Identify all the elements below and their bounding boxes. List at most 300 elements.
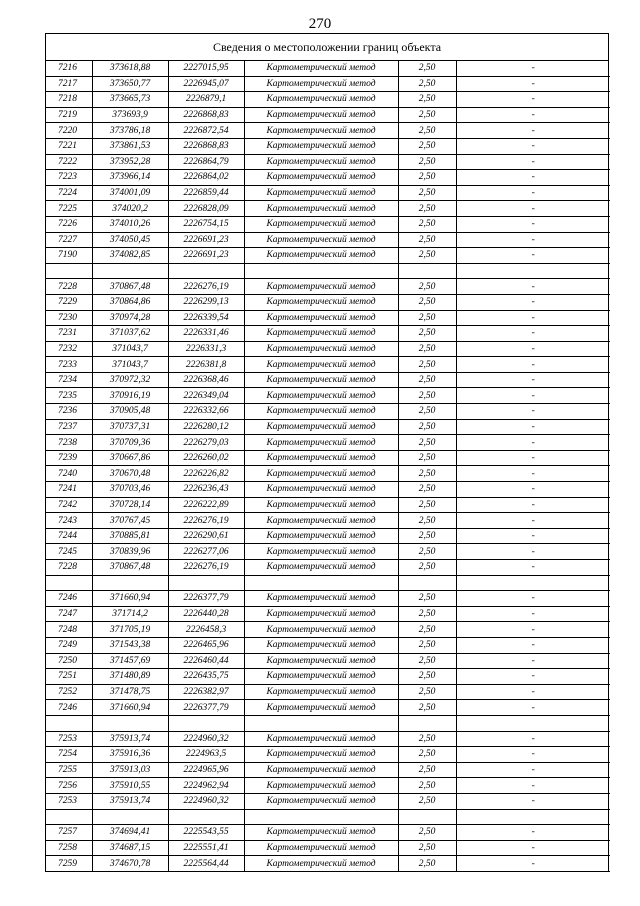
x-coordinate-cell: 374010,26 bbox=[92, 216, 168, 232]
point-number-cell: 7232 bbox=[46, 341, 92, 357]
accuracy-cell: 2,50 bbox=[398, 653, 456, 669]
dash-cell: - bbox=[456, 279, 610, 295]
y-coordinate-cell: 2226331,3 bbox=[168, 341, 244, 357]
method-cell: Картометрический метод bbox=[244, 76, 398, 92]
accuracy-cell: 2,50 bbox=[398, 669, 456, 685]
dash-cell: - bbox=[456, 154, 610, 170]
accuracy-cell: 2,50 bbox=[398, 778, 456, 794]
y-coordinate-cell: 2226691,23 bbox=[168, 248, 244, 264]
dash-cell: - bbox=[456, 622, 610, 638]
dash-cell: - bbox=[456, 544, 610, 560]
empty-cell bbox=[456, 575, 610, 591]
accuracy-cell: 2,50 bbox=[398, 123, 456, 139]
x-coordinate-cell: 370972,32 bbox=[92, 372, 168, 388]
point-number-cell: 7221 bbox=[46, 138, 92, 154]
table-row bbox=[46, 482, 610, 498]
accuracy-cell: 2,50 bbox=[398, 622, 456, 638]
accuracy-cell: 2,50 bbox=[398, 700, 456, 716]
method-cell: Картометрический метод bbox=[244, 154, 398, 170]
accuracy-cell: 2,50 bbox=[398, 466, 456, 482]
table-row bbox=[46, 138, 610, 154]
dash-cell: - bbox=[456, 482, 610, 498]
accuracy-cell: 2,50 bbox=[398, 232, 456, 248]
method-cell: Картометрический метод bbox=[244, 653, 398, 669]
table-row bbox=[46, 856, 610, 872]
accuracy-cell: 2,50 bbox=[398, 762, 456, 778]
dash-cell: - bbox=[456, 435, 610, 451]
dash-cell: - bbox=[456, 497, 610, 513]
y-coordinate-cell: 2227015,95 bbox=[168, 61, 244, 76]
method-cell: Картометрический метод bbox=[244, 762, 398, 778]
dash-cell: - bbox=[456, 653, 610, 669]
dash-cell: - bbox=[456, 248, 610, 264]
y-coordinate-cell: 2224962,94 bbox=[168, 778, 244, 794]
accuracy-cell: 2,50 bbox=[398, 560, 456, 576]
table-row bbox=[46, 123, 610, 139]
x-coordinate-cell: 371480,89 bbox=[92, 669, 168, 685]
table-row bbox=[46, 778, 610, 794]
y-coordinate-cell: 2224960,32 bbox=[168, 793, 244, 809]
y-coordinate-cell: 2226276,19 bbox=[168, 513, 244, 529]
group-separator-row bbox=[46, 263, 610, 279]
dash-cell: - bbox=[456, 232, 610, 248]
point-number-cell: 7254 bbox=[46, 747, 92, 763]
table-row bbox=[46, 388, 610, 404]
point-number-cell: 7239 bbox=[46, 450, 92, 466]
y-coordinate-cell: 2226828,09 bbox=[168, 201, 244, 217]
table-row bbox=[46, 232, 610, 248]
point-number-cell: 7256 bbox=[46, 778, 92, 794]
point-number-cell: 7252 bbox=[46, 684, 92, 700]
y-coordinate-cell: 2226868,83 bbox=[168, 107, 244, 123]
accuracy-cell: 2,50 bbox=[398, 528, 456, 544]
x-coordinate-cell: 373693,9 bbox=[92, 107, 168, 123]
table-row bbox=[46, 606, 610, 622]
method-cell: Картометрический метод bbox=[244, 778, 398, 794]
dash-cell: - bbox=[456, 700, 610, 716]
method-cell: Картометрический метод bbox=[244, 622, 398, 638]
y-coordinate-cell: 2226859,44 bbox=[168, 185, 244, 201]
table-row bbox=[46, 294, 610, 310]
x-coordinate-cell: 370885,81 bbox=[92, 528, 168, 544]
x-coordinate-cell: 373618,88 bbox=[92, 61, 168, 76]
point-number-cell: 7253 bbox=[46, 793, 92, 809]
table-row bbox=[46, 825, 610, 841]
method-cell: Картометрический метод bbox=[244, 793, 398, 809]
y-coordinate-cell: 2226279,03 bbox=[168, 435, 244, 451]
y-coordinate-cell: 2226339,54 bbox=[168, 310, 244, 326]
dash-cell: - bbox=[456, 357, 610, 373]
y-coordinate-cell: 2226276,19 bbox=[168, 560, 244, 576]
y-coordinate-cell: 2226382,97 bbox=[168, 684, 244, 700]
empty-cell bbox=[168, 575, 244, 591]
dash-cell: - bbox=[456, 560, 610, 576]
table-row bbox=[46, 669, 610, 685]
point-number-cell: 7257 bbox=[46, 825, 92, 841]
x-coordinate-cell: 371043,7 bbox=[92, 341, 168, 357]
point-number-cell: 7223 bbox=[46, 170, 92, 186]
empty-cell bbox=[46, 575, 92, 591]
accuracy-cell: 2,50 bbox=[398, 513, 456, 529]
point-number-cell: 7217 bbox=[46, 76, 92, 92]
table-row bbox=[46, 341, 610, 357]
accuracy-cell: 2,50 bbox=[398, 435, 456, 451]
accuracy-cell: 2,50 bbox=[398, 170, 456, 186]
point-number-cell: 7224 bbox=[46, 185, 92, 201]
method-cell: Картометрический метод bbox=[244, 544, 398, 560]
y-coordinate-cell: 2226349,04 bbox=[168, 388, 244, 404]
point-number-cell: 7258 bbox=[46, 840, 92, 856]
method-cell: Картометрический метод bbox=[244, 747, 398, 763]
point-number-cell: 7228 bbox=[46, 279, 92, 295]
point-number-cell: 7245 bbox=[46, 544, 92, 560]
dash-cell: - bbox=[456, 201, 610, 217]
method-cell: Картометрический метод bbox=[244, 731, 398, 747]
y-coordinate-cell: 2226879,1 bbox=[168, 92, 244, 108]
accuracy-cell: 2,50 bbox=[398, 216, 456, 232]
accuracy-cell: 2,50 bbox=[398, 825, 456, 841]
point-number-cell: 7242 bbox=[46, 497, 92, 513]
x-coordinate-cell: 371714,2 bbox=[92, 606, 168, 622]
method-cell: Картометрический метод bbox=[244, 482, 398, 498]
dash-cell: - bbox=[456, 684, 610, 700]
y-coordinate-cell: 2226368,46 bbox=[168, 372, 244, 388]
dash-cell: - bbox=[456, 450, 610, 466]
table-row bbox=[46, 622, 610, 638]
point-number-cell: 7246 bbox=[46, 700, 92, 716]
table-row bbox=[46, 185, 610, 201]
y-coordinate-cell: 2226377,79 bbox=[168, 591, 244, 607]
x-coordinate-cell: 371705,19 bbox=[92, 622, 168, 638]
dash-cell: - bbox=[456, 466, 610, 482]
accuracy-cell: 2,50 bbox=[398, 840, 456, 856]
point-number-cell: 7234 bbox=[46, 372, 92, 388]
accuracy-cell: 2,50 bbox=[398, 107, 456, 123]
x-coordinate-cell: 371660,94 bbox=[92, 700, 168, 716]
method-cell: Картометрический метод bbox=[244, 435, 398, 451]
table-row bbox=[46, 731, 610, 747]
point-number-cell: 7237 bbox=[46, 419, 92, 435]
method-cell: Картометрический метод bbox=[244, 92, 398, 108]
table-row bbox=[46, 419, 610, 435]
group-separator-row bbox=[46, 809, 610, 825]
table-row bbox=[46, 466, 610, 482]
x-coordinate-cell: 374670,78 bbox=[92, 856, 168, 872]
table-row bbox=[46, 248, 610, 264]
y-coordinate-cell: 2226460,44 bbox=[168, 653, 244, 669]
method-cell: Картометрический метод bbox=[244, 61, 398, 76]
method-cell: Картометрический метод bbox=[244, 294, 398, 310]
x-coordinate-cell: 374020,2 bbox=[92, 201, 168, 217]
empty-cell bbox=[168, 263, 244, 279]
point-number-cell: 7244 bbox=[46, 528, 92, 544]
x-coordinate-cell: 370667,86 bbox=[92, 450, 168, 466]
table-row bbox=[46, 700, 610, 716]
y-coordinate-cell: 2226440,28 bbox=[168, 606, 244, 622]
table-row bbox=[46, 372, 610, 388]
dash-cell: - bbox=[456, 123, 610, 139]
x-coordinate-cell: 374001,09 bbox=[92, 185, 168, 201]
dash-cell: - bbox=[456, 61, 610, 76]
y-coordinate-cell: 2226458,3 bbox=[168, 622, 244, 638]
empty-cell bbox=[456, 809, 610, 825]
table-row bbox=[46, 357, 610, 373]
x-coordinate-cell: 375910,55 bbox=[92, 778, 168, 794]
page-number: 270 bbox=[308, 16, 332, 32]
y-coordinate-cell: 2226260,02 bbox=[168, 450, 244, 466]
point-number-cell: 7246 bbox=[46, 591, 92, 607]
x-coordinate-cell: 370864,86 bbox=[92, 294, 168, 310]
table-row bbox=[46, 793, 610, 809]
table-row bbox=[46, 310, 610, 326]
dash-cell: - bbox=[456, 856, 610, 872]
empty-cell bbox=[168, 715, 244, 731]
method-cell: Картометрический метод bbox=[244, 528, 398, 544]
point-number-cell: 7229 bbox=[46, 294, 92, 310]
table-row bbox=[46, 528, 610, 544]
dash-cell: - bbox=[456, 606, 610, 622]
empty-cell bbox=[46, 715, 92, 731]
accuracy-cell: 2,50 bbox=[398, 372, 456, 388]
point-number-cell: 7247 bbox=[46, 606, 92, 622]
method-cell: Картометрический метод bbox=[244, 107, 398, 123]
table-row bbox=[46, 201, 610, 217]
x-coordinate-cell: 374082,85 bbox=[92, 248, 168, 264]
accuracy-cell: 2,50 bbox=[398, 606, 456, 622]
table-row bbox=[46, 76, 610, 92]
dash-cell: - bbox=[456, 216, 610, 232]
empty-cell bbox=[398, 575, 456, 591]
accuracy-cell: 2,50 bbox=[398, 310, 456, 326]
empty-cell bbox=[46, 263, 92, 279]
dash-cell: - bbox=[456, 762, 610, 778]
dash-cell: - bbox=[456, 778, 610, 794]
y-coordinate-cell: 2226222,89 bbox=[168, 497, 244, 513]
y-coordinate-cell: 2226332,66 bbox=[168, 404, 244, 420]
x-coordinate-cell: 370905,48 bbox=[92, 404, 168, 420]
x-coordinate-cell: 370703,46 bbox=[92, 482, 168, 498]
method-cell: Картометрический метод bbox=[244, 232, 398, 248]
method-cell: Картометрический метод bbox=[244, 326, 398, 342]
empty-cell bbox=[456, 715, 610, 731]
accuracy-cell: 2,50 bbox=[398, 731, 456, 747]
table-row bbox=[46, 497, 610, 513]
point-number-cell: 7222 bbox=[46, 154, 92, 170]
point-number-cell: 7216 bbox=[46, 61, 92, 76]
table-row bbox=[46, 762, 610, 778]
empty-cell bbox=[92, 809, 168, 825]
method-cell: Картометрический метод bbox=[244, 357, 398, 373]
point-number-cell: 7236 bbox=[46, 404, 92, 420]
accuracy-cell: 2,50 bbox=[398, 544, 456, 560]
x-coordinate-cell: 370709,36 bbox=[92, 435, 168, 451]
dash-cell: - bbox=[456, 170, 610, 186]
x-coordinate-cell: 370767,45 bbox=[92, 513, 168, 529]
point-number-cell: 7218 bbox=[46, 92, 92, 108]
dash-cell: - bbox=[456, 747, 610, 763]
accuracy-cell: 2,50 bbox=[398, 154, 456, 170]
y-coordinate-cell: 2226236,43 bbox=[168, 482, 244, 498]
point-number-cell: 7249 bbox=[46, 637, 92, 653]
dash-cell: - bbox=[456, 637, 610, 653]
table-row bbox=[46, 747, 610, 763]
point-number-cell: 7240 bbox=[46, 466, 92, 482]
x-coordinate-cell: 371660,94 bbox=[92, 591, 168, 607]
accuracy-cell: 2,50 bbox=[398, 279, 456, 295]
table-row bbox=[46, 591, 610, 607]
y-coordinate-cell: 2226280,12 bbox=[168, 419, 244, 435]
accuracy-cell: 2,50 bbox=[398, 248, 456, 264]
group-separator-row bbox=[46, 715, 610, 731]
accuracy-cell: 2,50 bbox=[398, 185, 456, 201]
accuracy-cell: 2,50 bbox=[398, 684, 456, 700]
y-coordinate-cell: 2226864,79 bbox=[168, 154, 244, 170]
method-cell: Картометрический метод bbox=[244, 450, 398, 466]
empty-cell bbox=[244, 715, 398, 731]
point-number-cell: 7238 bbox=[46, 435, 92, 451]
point-number-cell: 7250 bbox=[46, 653, 92, 669]
accuracy-cell: 2,50 bbox=[398, 92, 456, 108]
accuracy-cell: 2,50 bbox=[398, 326, 456, 342]
method-cell: Картометрический метод bbox=[244, 700, 398, 716]
empty-cell bbox=[92, 715, 168, 731]
dash-cell: - bbox=[456, 419, 610, 435]
table-row bbox=[46, 544, 610, 560]
y-coordinate-cell: 2226435,75 bbox=[168, 669, 244, 685]
y-coordinate-cell: 2226226,82 bbox=[168, 466, 244, 482]
empty-cell bbox=[456, 263, 610, 279]
accuracy-cell: 2,50 bbox=[398, 497, 456, 513]
x-coordinate-cell: 373966,14 bbox=[92, 170, 168, 186]
x-coordinate-cell: 373861,53 bbox=[92, 138, 168, 154]
x-coordinate-cell: 373665,73 bbox=[92, 92, 168, 108]
dash-cell: - bbox=[456, 372, 610, 388]
point-number-cell: 7255 bbox=[46, 762, 92, 778]
x-coordinate-cell: 371543,38 bbox=[92, 637, 168, 653]
method-cell: Картометрический метод bbox=[244, 825, 398, 841]
x-coordinate-cell: 375913,74 bbox=[92, 731, 168, 747]
x-coordinate-cell: 374687,15 bbox=[92, 840, 168, 856]
point-number-cell: 7243 bbox=[46, 513, 92, 529]
dash-cell: - bbox=[456, 310, 610, 326]
dash-cell: - bbox=[456, 185, 610, 201]
accuracy-cell: 2,50 bbox=[398, 341, 456, 357]
x-coordinate-cell: 370728,14 bbox=[92, 497, 168, 513]
accuracy-cell: 2,50 bbox=[398, 201, 456, 217]
method-cell: Картометрический метод bbox=[244, 372, 398, 388]
accuracy-cell: 2,50 bbox=[398, 138, 456, 154]
dash-cell: - bbox=[456, 591, 610, 607]
method-cell: Картометрический метод bbox=[244, 684, 398, 700]
accuracy-cell: 2,50 bbox=[398, 637, 456, 653]
x-coordinate-cell: 370839,96 bbox=[92, 544, 168, 560]
x-coordinate-cell: 371457,69 bbox=[92, 653, 168, 669]
method-cell: Картометрический метод bbox=[244, 560, 398, 576]
y-coordinate-cell: 2226276,19 bbox=[168, 279, 244, 295]
dash-cell: - bbox=[456, 107, 610, 123]
dash-cell: - bbox=[456, 528, 610, 544]
method-cell: Картометрический метод bbox=[244, 606, 398, 622]
y-coordinate-cell: 2226377,79 bbox=[168, 700, 244, 716]
x-coordinate-cell: 370974,28 bbox=[92, 310, 168, 326]
table-row bbox=[46, 326, 610, 342]
table-row bbox=[46, 513, 610, 529]
method-cell: Картометрический метод bbox=[244, 279, 398, 295]
point-number-cell: 7241 bbox=[46, 482, 92, 498]
table-row bbox=[46, 684, 610, 700]
accuracy-cell: 2,50 bbox=[398, 856, 456, 872]
empty-cell bbox=[244, 575, 398, 591]
accuracy-cell: 2,50 bbox=[398, 793, 456, 809]
x-coordinate-cell: 370737,31 bbox=[92, 419, 168, 435]
y-coordinate-cell: 2226381,8 bbox=[168, 357, 244, 373]
point-number-cell: 7230 bbox=[46, 310, 92, 326]
y-coordinate-cell: 2225564,44 bbox=[168, 856, 244, 872]
x-coordinate-cell: 370867,48 bbox=[92, 560, 168, 576]
x-coordinate-cell: 370867,48 bbox=[92, 279, 168, 295]
empty-cell bbox=[398, 263, 456, 279]
table-row bbox=[46, 450, 610, 466]
table-title: Сведения о местоположении границ объекта bbox=[46, 34, 608, 61]
x-coordinate-cell: 371037,62 bbox=[92, 326, 168, 342]
dash-cell: - bbox=[456, 341, 610, 357]
document-table-frame bbox=[45, 33, 609, 872]
point-number-cell: 7226 bbox=[46, 216, 92, 232]
x-coordinate-cell: 373786,18 bbox=[92, 123, 168, 139]
point-number-cell: 7231 bbox=[46, 326, 92, 342]
method-cell: Картометрический метод bbox=[244, 591, 398, 607]
table-row bbox=[46, 216, 610, 232]
x-coordinate-cell: 374694,41 bbox=[92, 825, 168, 841]
dash-cell: - bbox=[456, 793, 610, 809]
method-cell: Картометрический метод bbox=[244, 138, 398, 154]
point-number-cell: 7225 bbox=[46, 201, 92, 217]
y-coordinate-cell: 2226945,07 bbox=[168, 76, 244, 92]
accuracy-cell: 2,50 bbox=[398, 450, 456, 466]
method-cell: Картометрический метод bbox=[244, 310, 398, 326]
dash-cell: - bbox=[456, 669, 610, 685]
table-row bbox=[46, 170, 610, 186]
y-coordinate-cell: 2224963,5 bbox=[168, 747, 244, 763]
accuracy-cell: 2,50 bbox=[398, 388, 456, 404]
y-coordinate-cell: 2226290,61 bbox=[168, 528, 244, 544]
y-coordinate-cell: 2226868,83 bbox=[168, 138, 244, 154]
y-coordinate-cell: 2226299,13 bbox=[168, 294, 244, 310]
method-cell: Картометрический метод bbox=[244, 185, 398, 201]
point-number-cell: 7235 bbox=[46, 388, 92, 404]
point-number-cell: 7190 bbox=[46, 248, 92, 264]
method-cell: Картометрический метод bbox=[244, 341, 398, 357]
point-number-cell: 7259 bbox=[46, 856, 92, 872]
point-number-cell: 7219 bbox=[46, 107, 92, 123]
method-cell: Картометрический метод bbox=[244, 388, 398, 404]
point-number-cell: 7220 bbox=[46, 123, 92, 139]
method-cell: Картометрический метод bbox=[244, 637, 398, 653]
empty-cell bbox=[244, 809, 398, 825]
empty-cell bbox=[92, 575, 168, 591]
table-row bbox=[46, 92, 610, 108]
table-row bbox=[46, 107, 610, 123]
method-cell: Картометрический метод bbox=[244, 404, 398, 420]
y-coordinate-cell: 2224960,32 bbox=[168, 731, 244, 747]
method-cell: Картометрический метод bbox=[244, 856, 398, 872]
method-cell: Картометрический метод bbox=[244, 123, 398, 139]
method-cell: Картометрический метод bbox=[244, 497, 398, 513]
table-row bbox=[46, 154, 610, 170]
empty-cell bbox=[244, 263, 398, 279]
point-number-cell: 7228 bbox=[46, 560, 92, 576]
accuracy-cell: 2,50 bbox=[398, 76, 456, 92]
